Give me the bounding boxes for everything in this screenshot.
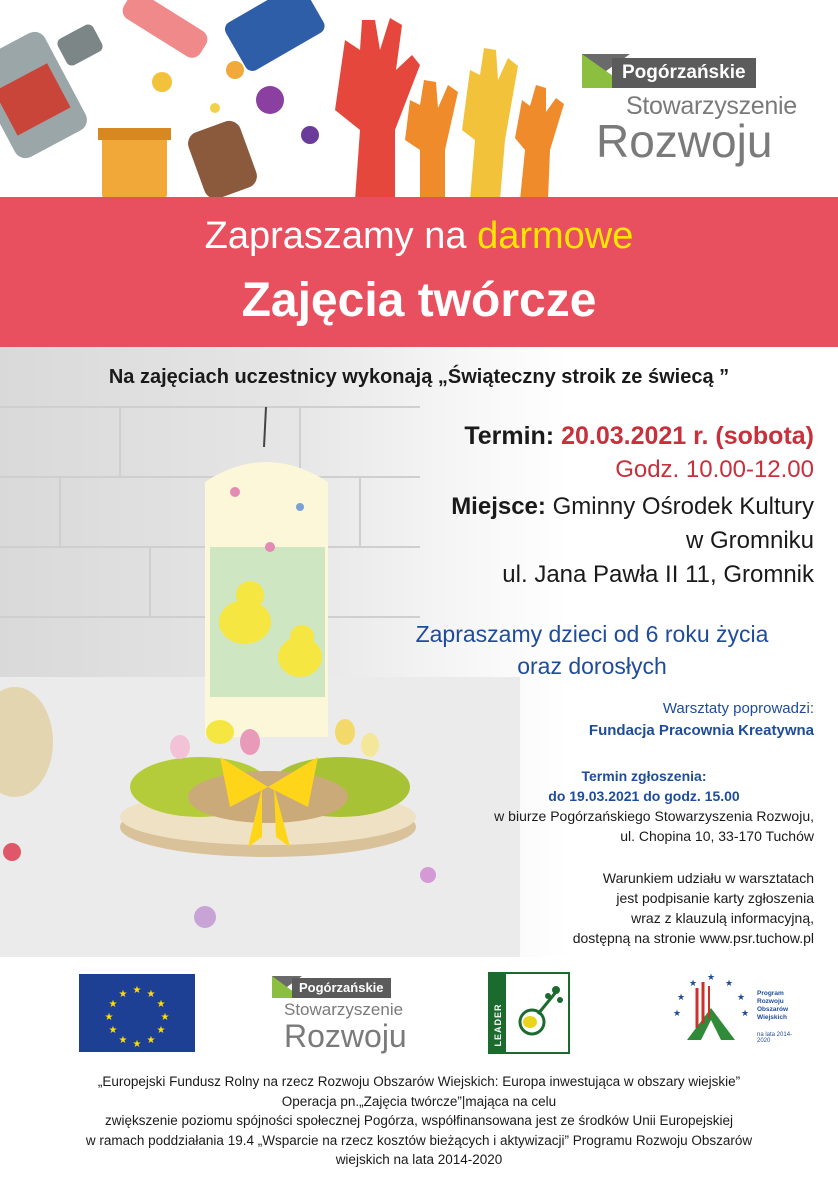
event-location-line3: ul. Jana Pawła II 11, Gromnik xyxy=(502,561,814,588)
conditions-line2: jest podpisanie karty zgłoszenia xyxy=(616,890,814,906)
paint-bottle-illustration xyxy=(0,22,105,162)
logo-line1: Pogórzańskie xyxy=(612,58,756,88)
svg-text:★: ★ xyxy=(108,1025,118,1036)
svg-text:★: ★ xyxy=(118,989,128,1000)
svg-text:★: ★ xyxy=(146,1035,156,1046)
workshop-host xyxy=(589,698,814,742)
painted-hands-illustration xyxy=(335,18,564,200)
psr-logo xyxy=(582,54,812,167)
candle xyxy=(205,407,328,737)
svg-text:★: ★ xyxy=(676,993,686,1003)
paint-jar-illustration xyxy=(102,130,167,200)
svg-text:★: ★ xyxy=(740,1009,750,1019)
funding-footer xyxy=(40,1072,798,1170)
prow-years: na lata 2014-2020 xyxy=(757,1032,793,1044)
svg-text:★: ★ xyxy=(672,1009,682,1019)
registration-office: w biurze Pogórzańskiego Stowarzyszenia Rozwoju, xyxy=(494,808,814,824)
svg-text:★: ★ xyxy=(104,1012,114,1023)
burlap-bow xyxy=(188,771,348,823)
svg-text:★: ★ xyxy=(736,993,746,1003)
eu-stars-icon xyxy=(79,974,195,1052)
svg-text:★: ★ xyxy=(688,979,698,989)
svg-text:★: ★ xyxy=(108,999,118,1010)
registration-label: Termin zgłoszenia: xyxy=(581,768,707,784)
leader-plant-icon xyxy=(508,974,568,1052)
conditions-line4: dostępną na stronie www.psr.tuchow.pl xyxy=(572,930,814,946)
chick xyxy=(206,720,234,744)
svg-text:★: ★ xyxy=(118,1035,128,1046)
event-hours: Godz. 10.00-12.00 xyxy=(615,456,814,483)
logo-line2: Stowarzyszenie xyxy=(626,92,797,120)
registration-info xyxy=(434,766,814,846)
event-location-line1: Gminny Ośrodek Kultury xyxy=(552,493,814,520)
event-location-line2: w Gromniku xyxy=(685,527,814,554)
svg-text:★: ★ xyxy=(706,973,716,983)
leader-logo xyxy=(488,972,570,1054)
banner-invite-prefix: Zapraszamy na xyxy=(204,215,478,257)
header-banner xyxy=(0,197,838,347)
logo-small-line3: Rozwoju xyxy=(284,1018,407,1054)
footer-line1: „Europejski Fundusz Rolny na rzecz Rozwoju Obszarów Wiejskich: Europa inwestująca w obszary wiejskie” xyxy=(97,1074,741,1089)
banner-invite-line xyxy=(0,215,838,258)
flower xyxy=(3,843,21,861)
registration-deadline: do 19.03.2021 do godz. 15.00 xyxy=(548,788,740,804)
banner-highlight-free: darmowe xyxy=(477,215,634,257)
prow-line2: Rozwoju xyxy=(757,998,784,1005)
logo-line3: Rozwoju xyxy=(596,115,773,167)
brush-illustration xyxy=(185,118,261,200)
footer-line3: zwiększenie poziomu spójności społecznej Pogórza, współfinansowana jest ze środków Unii Europejskiej xyxy=(104,1113,734,1128)
banner-title: Zajęcia twórcze xyxy=(241,274,597,327)
prow-logo xyxy=(667,968,797,1048)
footer-line2: Operacja pn.„Zajęcia twórcze”|mająca na celu xyxy=(281,1093,557,1109)
event-location xyxy=(451,490,814,592)
logo-small-line1: Pogórzańskie xyxy=(292,978,391,998)
svg-text:★: ★ xyxy=(160,1012,170,1023)
svg-text:★: ★ xyxy=(132,985,142,996)
prow-line3: Obszarów xyxy=(757,1006,789,1013)
registration-address: ul. Chopina 10, 33-170 Tuchów xyxy=(620,828,814,844)
audience-line2: oraz dorosłych xyxy=(517,653,667,679)
psr-logo-small xyxy=(272,976,422,1056)
svg-text:★: ★ xyxy=(132,1039,142,1050)
conditions-line1: Warunkiem udziału w warsztatach xyxy=(602,870,814,886)
svg-text:★: ★ xyxy=(146,989,156,1000)
leader-text: LEADER xyxy=(493,1003,503,1047)
event-date xyxy=(464,422,814,451)
logo-small-line2: Stowarzyszenie xyxy=(284,1000,404,1019)
workshop-description: Na zajęciach uczestnicy wykonają „Świąteczny stroik ze świecą ” xyxy=(108,366,730,388)
svg-text:★: ★ xyxy=(156,999,166,1010)
conditions-line3: wraz z klauzulą informacyjną, xyxy=(631,910,814,926)
chalk-illustration xyxy=(119,0,211,62)
audience-line1: Zapraszamy dzieci od 6 roku życia xyxy=(415,621,769,647)
prow-label xyxy=(757,990,788,1022)
audience-invite xyxy=(372,618,812,682)
eu-flag-logo xyxy=(79,974,195,1052)
workshop-host-label: Warsztaty poprowadzi: xyxy=(662,700,814,717)
footer-line5: wiejskich na lata 2014-2020 xyxy=(335,1152,503,1167)
event-location-label: Miejsce: xyxy=(451,493,546,520)
footer-line4: w ramach poddziałania 19.4 „Wsparcie na rzecz kosztów bieżących i aktywizacji” Programu Rozwoju Obszarów xyxy=(85,1132,753,1148)
event-date-label: Termin: xyxy=(464,422,555,450)
svg-text:★: ★ xyxy=(156,1025,166,1036)
prow-emblem-icon xyxy=(667,968,755,1048)
prow-line4: Wiejskich xyxy=(757,1014,787,1021)
leader-strip xyxy=(490,974,506,1052)
workshop-host-name: Fundacja Pracownia Kreatywna xyxy=(588,722,814,739)
prow-line1: Program xyxy=(757,990,784,997)
egg xyxy=(240,729,260,755)
participation-conditions xyxy=(573,868,814,948)
svg-text:★: ★ xyxy=(724,979,734,989)
event-date-value: 20.03.2021 r. (sobota) xyxy=(561,422,814,450)
